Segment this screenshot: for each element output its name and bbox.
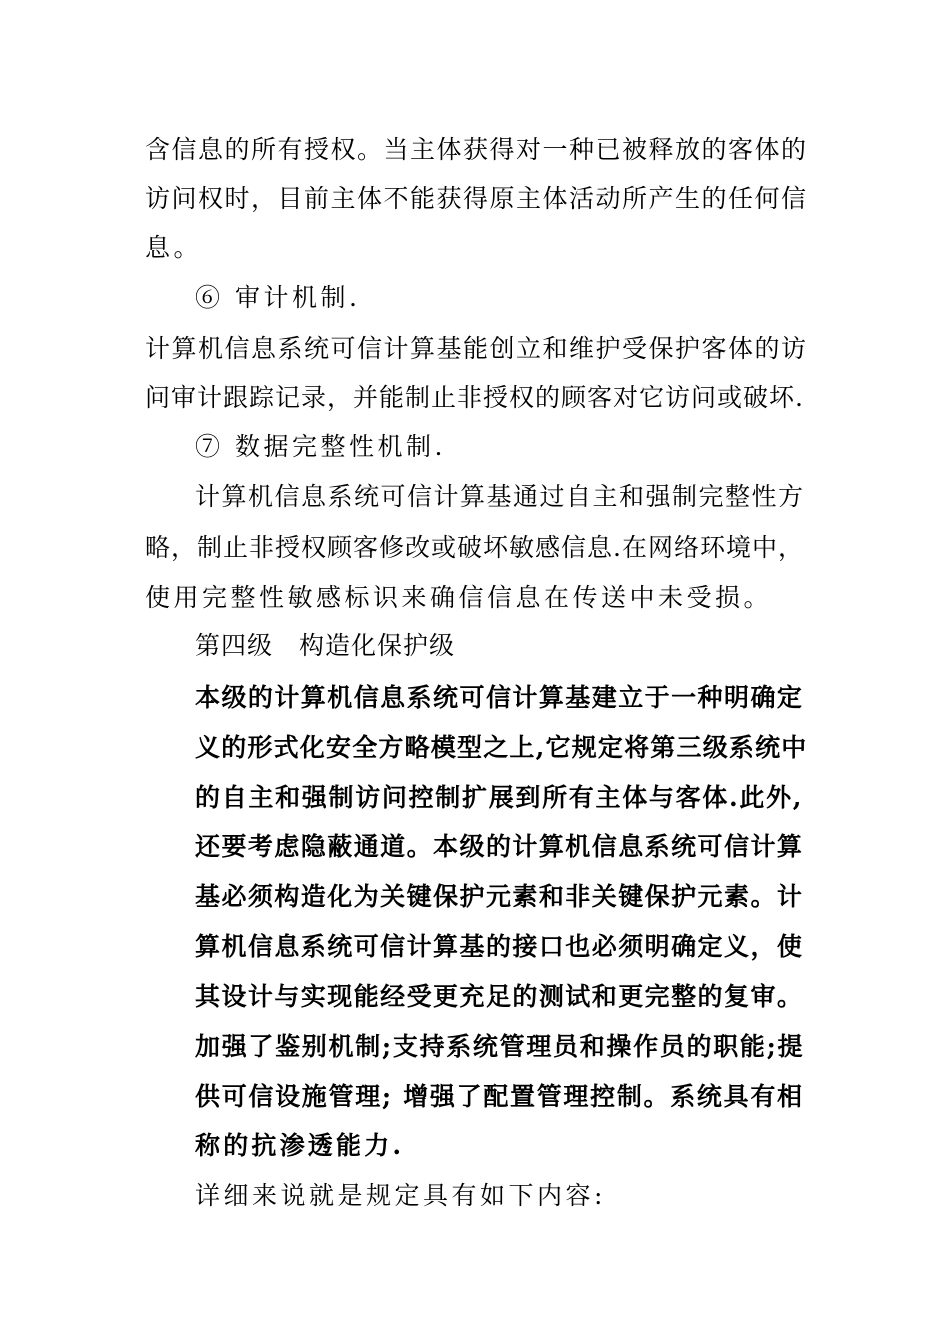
bold-text-line: 算机信息系统可信计算基的接口也必须明确定义，使	[195, 932, 804, 961]
bold-text-line: 基必须构造化为关键保护元素和非关键保护元素。计	[195, 882, 804, 911]
bold-text-line: 的自主和强制访问控制扩展到所有主体与客体.此外,	[195, 783, 804, 812]
bold-text-line: 其设计与实现能经受更充足的测试和更完整的复审。	[195, 982, 804, 1011]
level-heading: 第四级 构造化保护级	[195, 631, 456, 660]
bold-text-line: 称的抗渗透能力.	[195, 1131, 405, 1160]
text-line: 含信息的所有授权。当主体获得对一种已被释放的客体的	[145, 135, 808, 164]
text-line: 计算机信息系统可信计算基通过自主和强制完整性方	[195, 482, 805, 511]
bold-text-line: 本级的计算机信息系统可信计算基建立于一种明确定	[195, 683, 804, 712]
text-line: 息。	[145, 233, 203, 262]
text-line: 详细来说就是规定具有如下内容:	[195, 1181, 606, 1210]
text-line: 使用完整性敏感标识来确信信息在传送中未受损。	[145, 583, 773, 612]
text-line: 略，制止非授权顾客修改或破坏敏感信息.在网络环境中，	[145, 533, 804, 562]
section-heading-data-integrity: ⑦ 数据完整性机制.	[195, 432, 446, 461]
bold-text-line: 义的形式化安全方略模型之上,它规定将第三级系统中	[195, 733, 808, 762]
text-line: 计算机信息系统可信计算基能创立和维护受保护客体的访	[145, 334, 808, 363]
text-line: 访问权时，目前主体不能获得原主体活动所产生的任何信	[145, 184, 808, 213]
bold-text-line: 还要考虑隐蔽通道。本级的计算机信息系统可信计算	[195, 832, 804, 861]
bold-text-line: 供可信设施管理; 增强了配置管理控制。系统具有相	[195, 1082, 804, 1111]
section-heading-audit: ⑥ 审计机制.	[195, 283, 361, 312]
text-line: 问审计跟踪记录，并能制止非授权的顾客对它访问或破坏.	[145, 383, 804, 412]
bold-text-line: 加强了鉴别机制;支持系统管理员和操作员的职能;提	[195, 1032, 805, 1061]
